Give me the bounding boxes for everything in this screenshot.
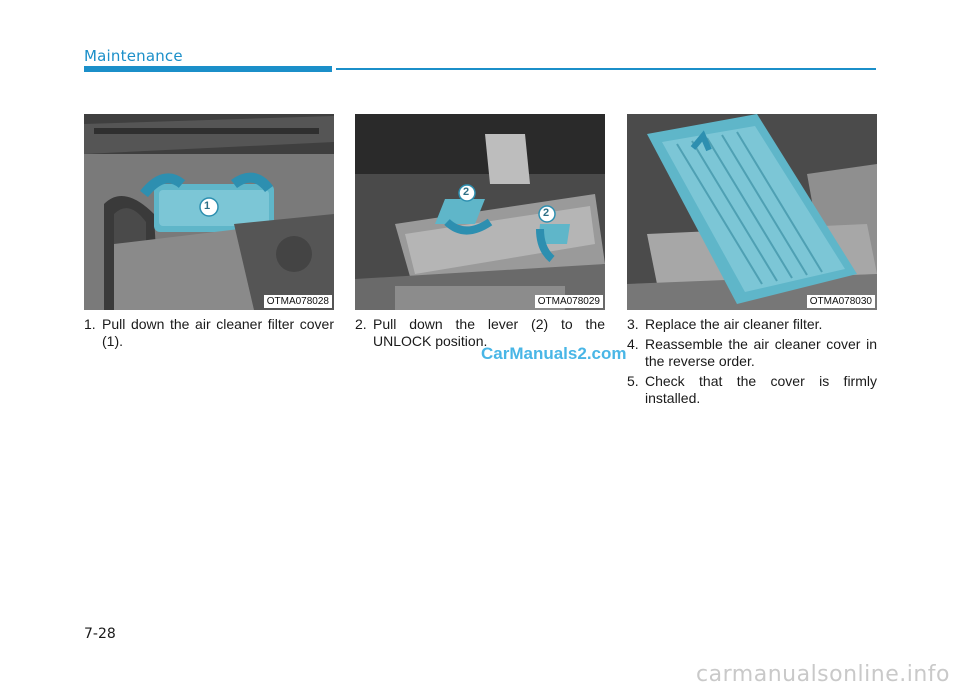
engine-bay-illustration-3: [627, 114, 877, 310]
step-4-text: Reassemble the air cleaner cover in the reverse order.: [645, 336, 877, 369]
step-3: [627, 316, 877, 333]
column-1-steps: [84, 316, 334, 353]
figure-2-callout-b: 2: [543, 207, 550, 219]
step-4: [627, 336, 877, 370]
step-2-number: 2.: [355, 316, 367, 332]
step-1-text: Pull down the air cleaner filter cover (1).: [102, 316, 334, 349]
step-5: [627, 373, 877, 407]
step-4-number: 4.: [627, 336, 639, 352]
engine-bay-illustration-1: [84, 114, 334, 310]
figure-1-photo: [84, 114, 334, 310]
engine-bay-illustration-2: [355, 114, 605, 310]
figure-1-code: OTMA078028: [264, 295, 332, 308]
figure-1-callout: 1: [204, 200, 211, 212]
figure-2-photo: [355, 114, 605, 310]
step-1: [84, 316, 334, 350]
step-5-text: Check that the cover is firmly installed.: [645, 373, 877, 406]
step-1-number: 1.: [84, 316, 96, 332]
figure-2-callout-a: 2: [463, 186, 470, 198]
step-3-text: Replace the air cleaner filter.: [645, 316, 823, 332]
column-3-steps: [627, 316, 877, 410]
step-5-number: 5.: [627, 373, 639, 389]
footer-watermark[interactable]: carmanualsonline.info: [696, 662, 950, 687]
header-rule-thin: [336, 68, 876, 70]
carmanuals-watermark[interactable]: CarManuals2.com: [481, 344, 627, 363]
header-rule-thick: [84, 66, 332, 72]
header-title: Maintenance: [84, 47, 183, 65]
figure-3-code: OTMA078030: [807, 295, 875, 308]
page-number: 7-28: [84, 626, 116, 642]
step-3-number: 3.: [627, 316, 639, 332]
figure-2-code: OTMA078029: [535, 295, 603, 308]
step-2-text: Pull down the lever (2) to the UNLOCK position.: [373, 316, 605, 349]
figure-3-photo: [627, 114, 877, 310]
